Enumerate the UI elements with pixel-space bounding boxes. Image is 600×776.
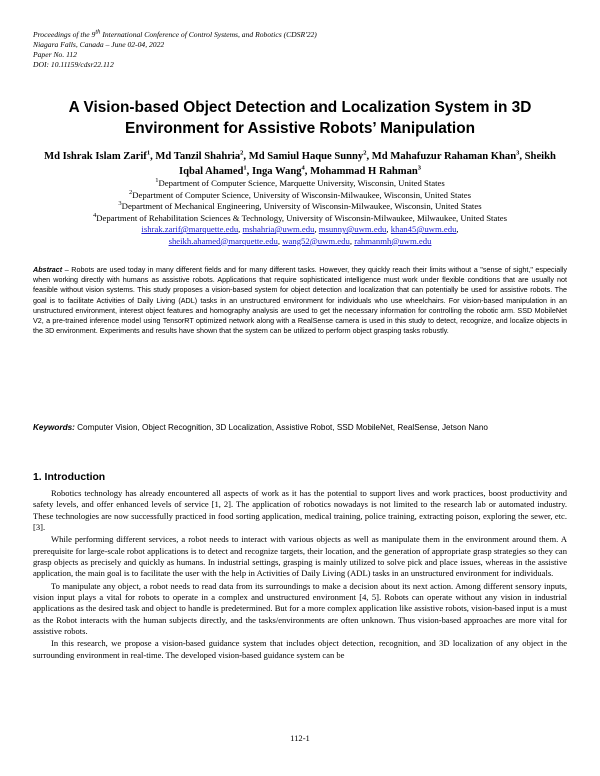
abstract-text: – Robots are used today in many different fields and for many different tasks. However, they quickly reach their limits without a "sense of sight," especially when working directly with humans as assistive robots. Applications that require sophisticated intelligence must work under flexible conditions that are usually not feasible without vision systems. This study proposes a vision-based system for object detection and localization that can potentially be used for assistive robots. The goal is to facilitate Activities of Daily Living (ADL) tasks in an unstructured environment for individuals who use wheelchairs. For vision-based manipulation in an unstructured environment, interest object features and homography analysis are used to get the necessary information for controlling the robotic arm. SSD MobileNet V2, a pre-trained inference model using TensorRT optimized network along with a RealSense camera is used in this study to detect, recognize, and localize objects in the 3D environment. Experiments and results have shown that the system can be utilized to perform object grasping tasks robustly. <box>33 265 567 336</box>
header-doi: DOI: 10.11159/cdsr22.112 <box>33 60 114 69</box>
author: Sheikh Iqbal Ahamed <box>178 151 556 177</box>
author: Md Ishrak Islam Zarif <box>44 151 147 162</box>
paragraph: Robotics technology has already encountered all aspects of work as it has the potential to support lives and work practices, boost productivity and safety levels, and offer enhanced levels of service [1, 2]. The application of robotics nowadays is not limited to the research lab or automated industry. These technologies are now successfully practiced in food sorting application, medical training, police training, extracting poison, exploring the sewer, etc. [3]. <box>33 488 567 533</box>
email-link[interactable]: rahmanmh@uwm.edu <box>354 235 432 246</box>
abstract-label: Abstract <box>33 265 63 274</box>
email-link[interactable]: sheikh.ahamed@marquette.edu <box>168 235 278 246</box>
section-body <box>33 488 567 662</box>
affiliations <box>20 178 580 247</box>
email-link[interactable]: mshahria@uwm.edu <box>242 224 315 234</box>
author: Md Tanzil Shahria <box>155 151 241 162</box>
email-link[interactable]: wang52@uwm.edu <box>282 235 350 246</box>
page-number: 112-1 <box>290 733 310 743</box>
paper-title: A Vision-based Object Detection and Localization System in 3D Environment for Assistive Robots’ Manipulation <box>68 99 532 137</box>
affiliation: $^2$Department of Computer Science, University of Wisconsin-Milwaukee, Wisconsin, United States <box>129 188 471 200</box>
header-paper-number: Paper No. 112 <box>33 50 77 59</box>
author: Mohammad H Rahman <box>310 165 418 177</box>
paragraph: To manipulate any object, a robot needs to read data from its surroundings to make a decision about its next action. Among different sensory inputs, vision input plays a vital for robots to operate in a complex and unstructured environment [4, 5]. Robots can operate without any vision in industrial applications as the desired task and object to handle is predetermined. But for a more complex application like assistive robots, vision-based input is a must as the Robot interacts with the human subjects directly, and the tasks/environments are often unknown. Thus vision-based approaches are more vital for assistive robots. <box>33 580 567 637</box>
proceedings-header <box>33 30 317 70</box>
author: Md Samiul Haque Sunny <box>248 151 364 162</box>
author: Inga Wang <box>251 165 302 177</box>
email-link[interactable]: msunny@uwm.edu <box>318 224 387 234</box>
header-conference-line: Proceedings of the 9th International Conference of Control Systems, and Robotics (CDSR'22) <box>33 28 317 39</box>
email-link[interactable]: khan45@uwm.edu <box>390 224 457 234</box>
section-heading: 1. Introduction <box>33 472 106 483</box>
affiliation: $^1$Department of Computer Science, Marquette University, Wisconsin, United States <box>155 177 445 188</box>
author-emails: ishrak.zarif@marquette.edu, mshahria@uwm.edu, msunny@uwm.edu, khan45@uwm.edu, sheikh.ahamed@marquette.edu, wang52@uwm.edu, rahmanmh@uwm.edu <box>141 224 459 246</box>
email-link[interactable]: ishrak.zarif@marquette.edu <box>141 224 239 234</box>
author-list: Md Ishrak Islam Zarif$^1$, Md Tanzil Shahria$^2$, Md Samiul Haque Sunny$^2$, Md Mahafuzur Rahaman Khan$^3$, Sheikh Iqbal Ahamed$^1$, Inga Wang$^4$, Mohammad H Rahman$^3$ <box>44 149 556 177</box>
keywords-label: Keywords: <box>33 423 75 432</box>
abstract <box>33 265 567 336</box>
paragraph: In this research, we propose a vision-based guidance system that includes object detection, recognition, and 3D localization of any object in the surrounding environment in real-time. The developed vision-based guidance system can be <box>33 638 567 660</box>
affiliation: $^4$Department of Rehabilitation Sciences & Technology, University of Wisconsin-Milwaukee, Milwaukee, United States <box>93 211 507 223</box>
author: Md Mahafuzur Rahaman Khan <box>371 151 517 162</box>
affiliation: $^3$Department of Mechanical Engineering, University of Wisconsin-Milwaukee, Wisconsin, United States <box>118 200 482 211</box>
keywords <box>33 422 567 434</box>
header-location-line: Niagara Falls, Canada – June 02-04, 2022 <box>33 40 165 49</box>
keywords-text: Computer Vision, Object Recognition, 3D Localization, Assistive Robot, SSD MobileNet, RealSense, Jetson Nano <box>74 423 488 432</box>
paragraph: While performing different services, a robot needs to interact with various objects as well as manipulate them in the environment around them. A prerequisite for large-scale robot applications is to detect and recognize targets, their location, and the generation of appropriate grasp strategies so they can grasp objects as precisely and quickly as humans. In industrial settings, grasping is mainly utilized to solve pick and place issues, whereas in the assistive application, the main goal is to facilitate the user with the help in Activities of Daily Living (ADL) tasks in an unstructured environment for individuals. <box>33 534 567 579</box>
